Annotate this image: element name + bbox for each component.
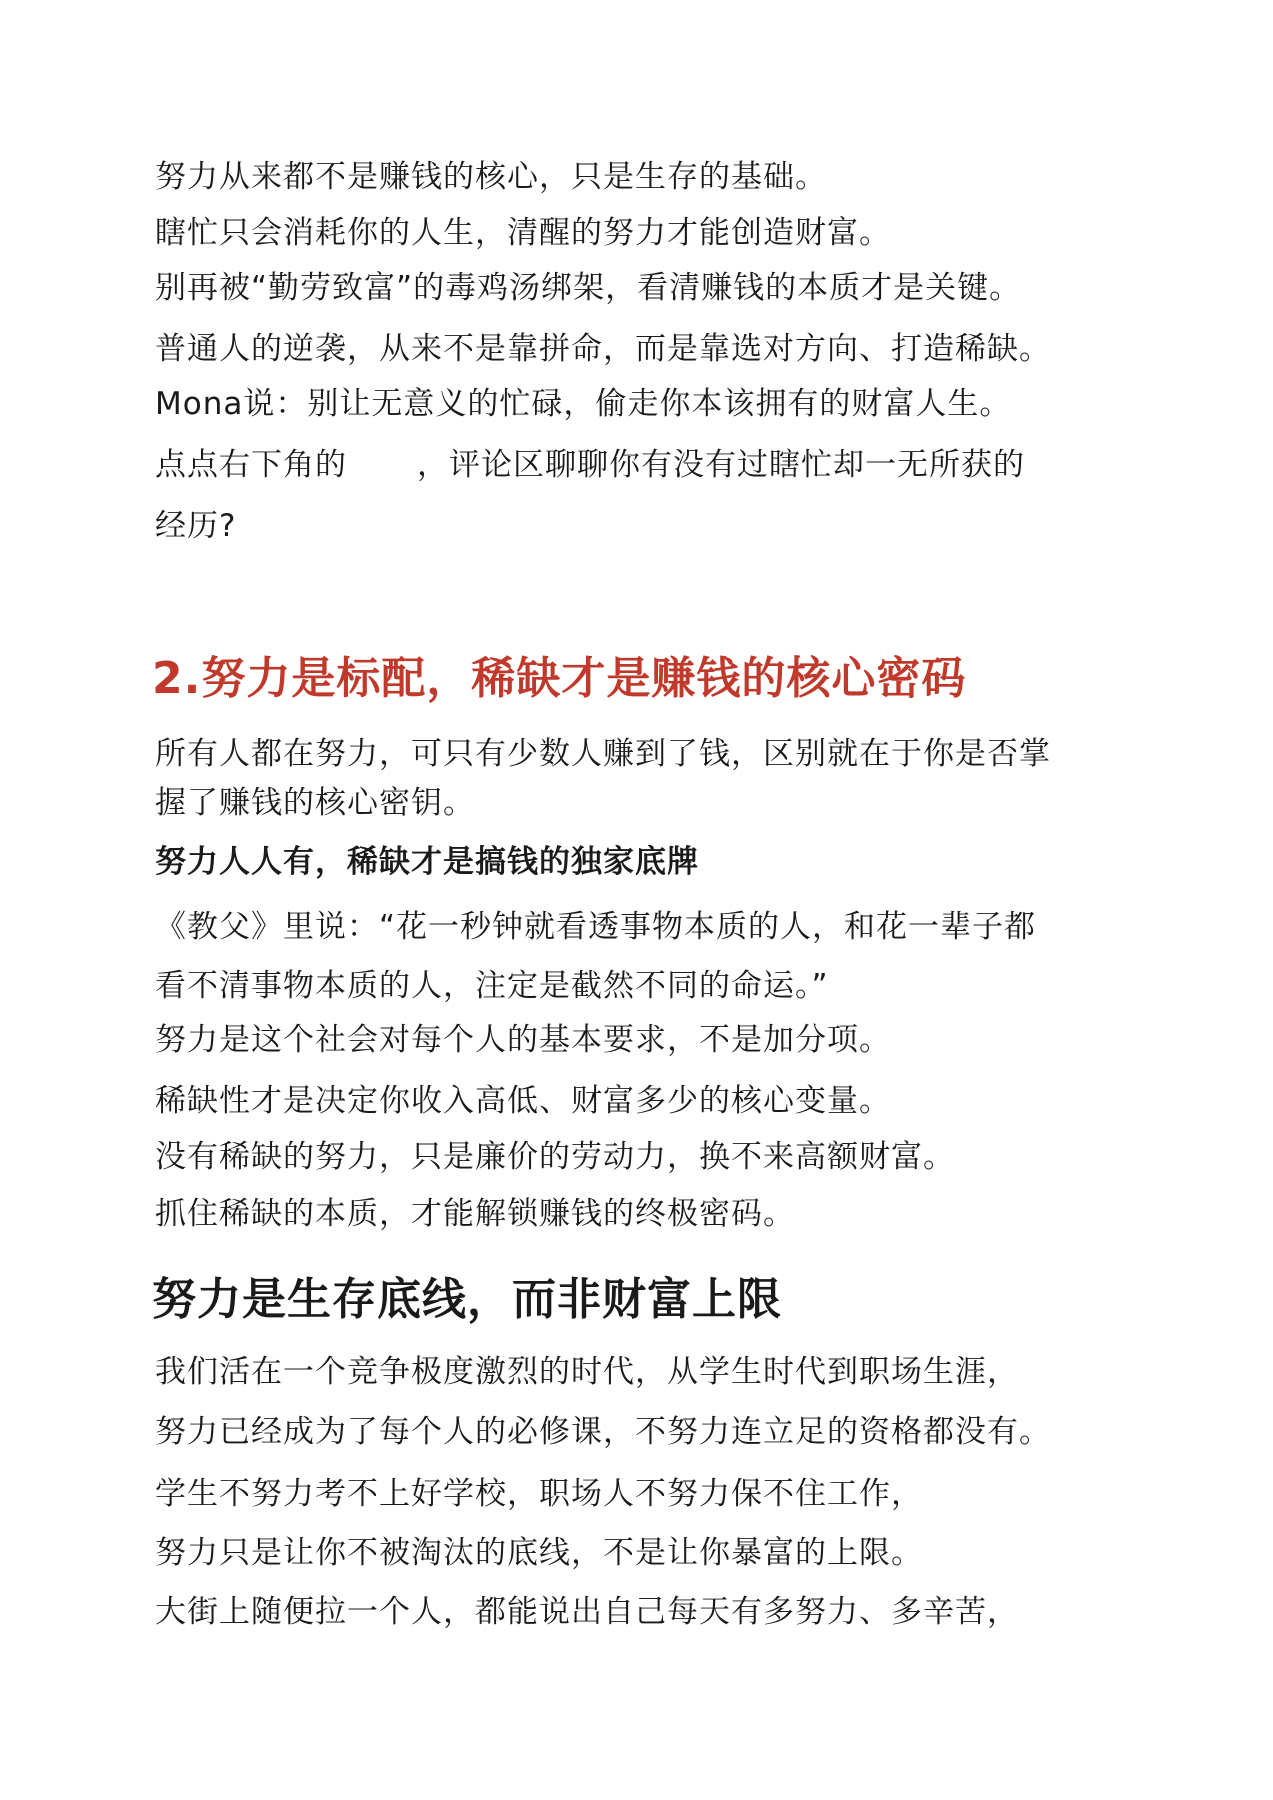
intro-line-5: Mona说：别让无意义的忙碌，偷走你本该拥有的财富人生。 (155, 386, 1012, 422)
section-3-body-2: 努力已经成为了每个人的必修课，不努力连立足的资格都没有。 (155, 1414, 1051, 1450)
section-2-body-3: 努力是这个社会对每个人的基本要求，不是加分项。 (155, 1022, 891, 1058)
intro-cta-line (155, 445, 1025, 485)
section-2-body-4: 稀缺性才是决定你收入高低、财富多少的核心变量。 (155, 1083, 891, 1119)
intro-line-4: 普通人的逆袭，从来不是靠拼命，而是靠选对方向、打造稀缺。 (155, 331, 1051, 367)
section-3-body-3: 学生不努力考不上好学校，职场人不努力保不住工作， (155, 1476, 923, 1512)
section-2-lead-2: 握了赚钱的核心密钥。 (155, 785, 475, 821)
section-2-body-5: 没有稀缺的努力，只是廉价的劳动力，换不来高额财富。 (155, 1139, 955, 1175)
cta-text-after: ，评论区聊聊你有没有过瞎忙却一无所获的 (417, 447, 1025, 483)
intro-line-1: 努力从来都不是赚钱的核心，只是生存的基础。 (155, 159, 827, 195)
intro-line-2: 瞎忙只会消耗你的人生，清醒的努力才能创造财富。 (155, 215, 891, 251)
section-2-body-1: 《教父》里说：“花一秒钟就看透事物本质的人，和花一辈子都 (155, 909, 1037, 945)
section-3-body-4: 努力只是让你不被淘汰的底线，不是让你暴富的上限。 (155, 1535, 923, 1571)
section-3-title: 努力是生存底线，而非财富上限 (152, 1274, 782, 1325)
intro-line-3: 别再被“勤劳致富”的毒鸡汤绑架，看清赚钱的本质才是关键。 (155, 270, 1022, 306)
cta-text-before: 点点右下角的 (155, 447, 347, 483)
section-2-lead-1: 所有人都在努力，可只有少数人赚到了钱，区别就在于你是否掌 (155, 736, 1051, 772)
section-2-body-6: 抓住稀缺的本质，才能解锁赚钱的终极密码。 (155, 1196, 795, 1232)
section-3-body-5: 大街上随便拉一个人，都能说出自己每天有多努力、多辛苦， (155, 1594, 1019, 1630)
section-3-body-1: 我们活在一个竞争极度激烈的时代，从学生时代到职场生涯， (155, 1354, 1019, 1390)
intro-cta-line-2: 经历? (155, 508, 237, 544)
section-2-subhead: 努力人人有，稀缺才是搞钱的独家底牌 (155, 844, 699, 880)
section-2-title: 2.努力是标配，稀缺才是赚钱的核心密码 (152, 653, 967, 704)
section-2-body-2: 看不清事物本质的人，注定是截然不同的命运。” (155, 968, 829, 1004)
